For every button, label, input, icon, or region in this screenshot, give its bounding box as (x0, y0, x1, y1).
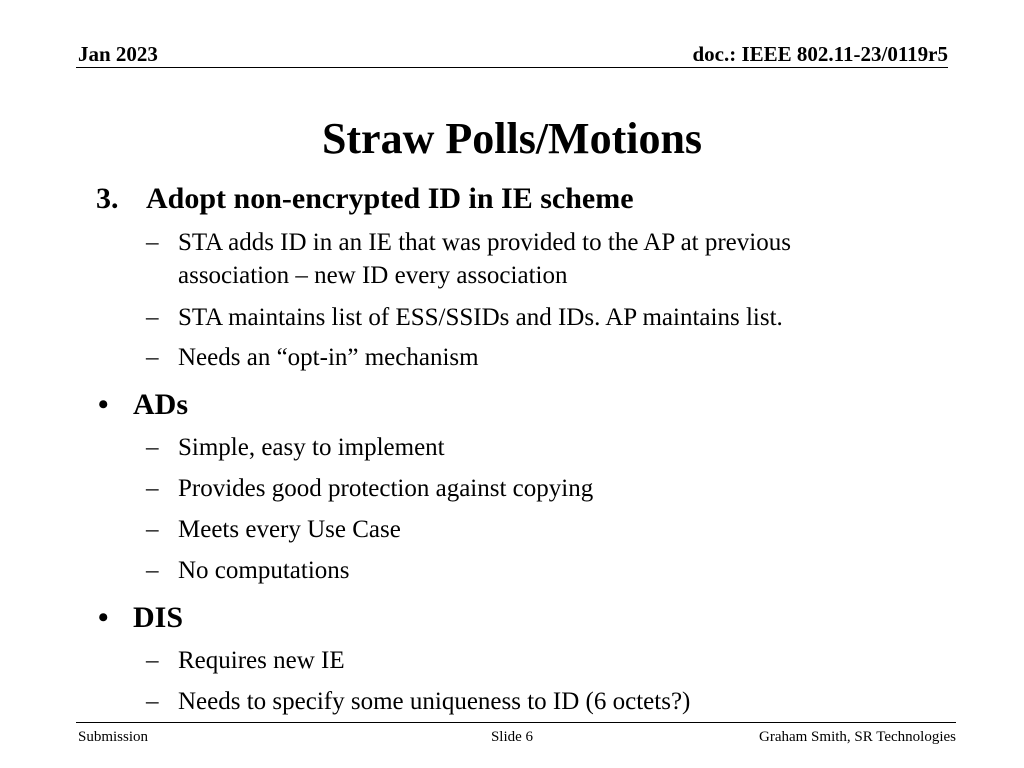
footer-divider (76, 722, 956, 723)
dash-marker: – (146, 688, 159, 715)
header-divider (76, 67, 948, 68)
dash-marker: – (146, 516, 159, 543)
sub-item-text: Needs an “opt-in” mechanism (178, 344, 479, 371)
sub-item-text: STA adds ID in an IE that was provided to the AP at previous (178, 229, 791, 256)
sub-item-text: Requires new IE (178, 647, 345, 674)
header-doc-id: doc.: IEEE 802.11-23/0119r5 (692, 42, 948, 66)
dash-marker: – (146, 475, 159, 502)
sub-item-text: Meets every Use Case (178, 516, 401, 543)
dash-marker: – (146, 229, 159, 256)
sub-item-text: Needs to specify some uniqueness to ID (6 octets?) (178, 688, 691, 715)
dash-marker: – (146, 434, 159, 461)
dash-marker: – (146, 304, 159, 331)
footer-author: Graham Smith, SR Technologies (759, 729, 956, 745)
sub-item-text: No computations (178, 557, 350, 584)
sub-item-text: Provides good protection against copying (178, 475, 594, 502)
list-item-heading: Adopt non-encrypted ID in IE scheme (146, 182, 634, 215)
dash-marker: – (146, 344, 159, 371)
dash-marker: – (146, 647, 159, 674)
list-item-heading: ADs (133, 388, 189, 421)
dash-marker: – (146, 557, 159, 584)
footer-submission: Submission (78, 729, 149, 745)
sub-item-text-continued: association – new ID every association (178, 262, 568, 289)
sub-item-text: STA maintains list of ESS/SSIDs and IDs. AP maintains list. (178, 304, 783, 331)
slide-title: Straw Polls/Motions (321, 114, 703, 163)
list-item-heading: DIS (133, 601, 184, 634)
footer-slide-number: Slide 6 (490, 729, 534, 745)
sub-item-text: Simple, easy to implement (178, 434, 445, 461)
bullet-marker: • (98, 388, 109, 421)
bullet-marker: • (98, 601, 109, 634)
list-item-number: 3. (96, 182, 119, 215)
header-date: Jan 2023 (78, 42, 158, 66)
